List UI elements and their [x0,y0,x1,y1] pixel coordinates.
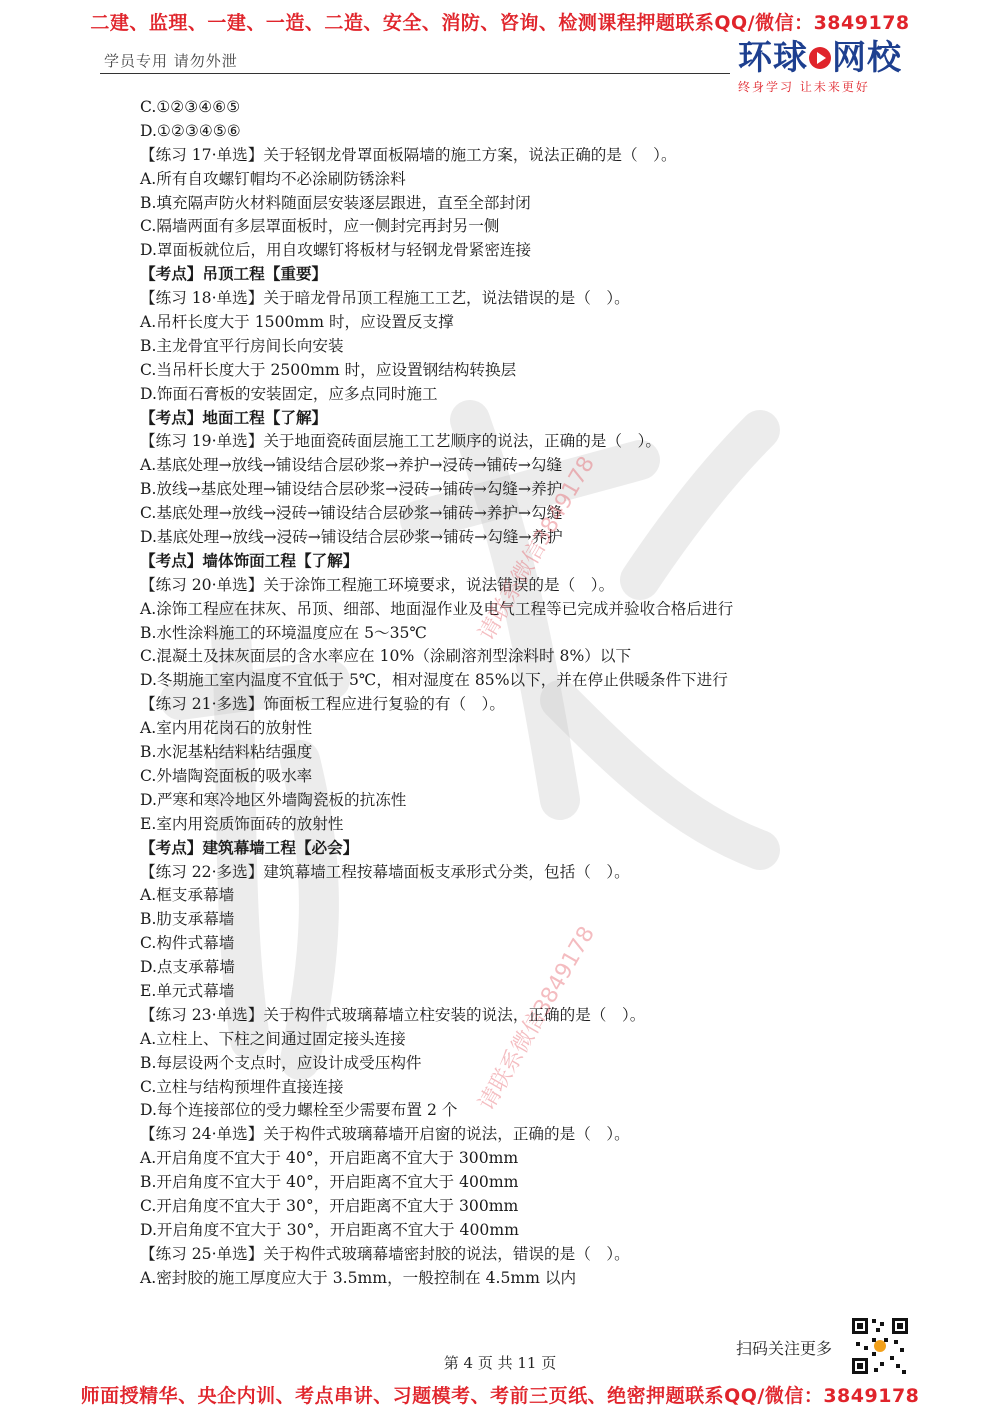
logo-slogan: 终身学习 让未来更好 [738,80,870,94]
text-line: C.外墙陶瓷面板的吸水率 [140,766,313,785]
text-line: C.①②③④⑥⑤ [140,98,241,116]
contact-watermark: 请联系微信3849178 [474,922,600,1115]
text-line: A.室内用花岗石的放射性 [140,719,313,738]
text-line: C.隔墙两面有多层罩面板时，应一侧封完再封另一侧 [140,217,500,236]
text-line: C.构件式幕墙 [140,934,235,953]
text-line: 【练习 22·多选】建筑幕墙工程按幕墙面板支承形式分类，包括（ ）。 [140,862,630,881]
text-line: 【练习 17·单选】关于轻钢龙骨罩面板隔墙的施工方案，说法正确的是（ ）。 [140,145,677,164]
text-line: 【练习 19·单选】关于地面瓷砖面层施工工艺顺序的说法，正确的是（ ）。 [140,432,661,451]
text-line: A.吊杆长度大于 1500mm 时，应设置反支撑 [140,313,454,332]
scan-prompt: 扫码关注更多 [736,1339,833,1358]
contact-watermark: 请联系微信3849178 [474,452,600,645]
text-line: 【练习 25·单选】关于构件式玻璃幕墙密封胶的说法，错误的是（ ）。 [140,1244,630,1263]
logo-name-part2: 网校 [832,38,902,78]
text-line: D.①②③④⑤⑥ [140,121,241,140]
text-line: B.主龙骨宜平行房间长向安装 [140,336,344,355]
text-line: E.单元式幕墙 [140,981,235,1000]
text-line: B.填充隔声防火材料随面层安装逐层跟进，直至全部封闭 [140,193,531,212]
text-line: D.严寒和寒冷地区外墙陶瓷板的抗冻性 [140,790,407,809]
text-line: 【练习 21·多选】饰面板工程应进行复验的有（ ）。 [140,695,506,714]
text-line: D.罩面板就位后，用自攻螺钉将板材与轻钢龙骨紧密连接 [140,241,532,260]
page-number: 第 4 页 共 11 页 [443,1354,557,1372]
text-line: D.每个连接部位的受力螺栓至少需要布置 2 个 [140,1101,458,1120]
text-line: B.肋支承幕墙 [140,910,235,929]
brand-logo [738,38,918,98]
text-line: D.点支承幕墙 [140,958,235,977]
play-icon [809,47,831,69]
section-heading: 【考点】吊顶工程【重要】 [140,265,328,284]
text-line: C.基底处理→放线→浸砖→铺设结合层砂浆→铺砖→养护→勾缝 [140,504,563,523]
text-line: D.开启角度不宜大于 30°，开启距离不宜大于 400mm [140,1220,519,1239]
logo-name-part1: 环球 [738,38,808,78]
text-line: D.基底处理→放线→浸砖→铺设结合层砂浆→铺砖→勾缝→养护 [140,528,563,547]
section-heading: 【考点】墙体饰面工程【了解】 [140,551,359,570]
text-line: C.当吊杆长度大于 2500mm 时，应设置钢结构转换层 [140,360,517,379]
section-heading: 【考点】建筑幕墙工程【必会】 [140,838,359,857]
text-line: C.开启角度不宜大于 30°，开启距离不宜大于 300mm [140,1196,519,1215]
section-heading: 【考点】地面工程【了解】 [140,408,328,427]
text-line: 【练习 24·单选】关于构件式玻璃幕墙开启窗的说法，正确的是（ ）。 [140,1125,630,1144]
text-line: A.基底处理→放线→铺设结合层砂浆→养护→浸砖→铺砖→勾缝 [140,456,563,475]
text-line: C.混凝土及抹灰面层的含水率应在 10%（涂刷溶剂型涂料时 8%）以下 [140,647,632,666]
text-line: B.放线→基底处理→铺设结合层砂浆→浸砖→铺砖→勾缝→养护 [140,480,563,499]
text-line: E.室内用瓷质饰面砖的放射性 [140,814,344,833]
bottom-contact-banner: 师面授精华、央企内训、考点串讲、习题模考、考前三页纸、绝密押题联系QQ/微信：3849178 [80,1385,920,1407]
top-contact-banner: 二建、监理、一建、一造、二造、安全、消防、咨询、检测课程押题联系QQ/微信：3849178 [90,12,910,34]
text-line: B.每层设两个支点时，应设计成受压构件 [140,1053,422,1072]
text-line: B.水性涂料施工的环境温度应在 5～35℃ [140,623,427,642]
text-line: 【练习 18·单选】关于暗龙骨吊顶工程施工工艺，说法错误的是（ ）。 [140,289,630,308]
text-line: A.涂饰工程应在抹灰、吊顶、细部、地面湿作业及电气工程等已完成并验收合格后进行 [140,599,734,618]
header-notice: 学员专用 请勿外泄 [104,52,238,70]
text-line: A.密封胶的施工厚度应大于 3.5mm，一般控制在 4.5mm 以内 [140,1268,577,1287]
text-line: A.立柱上、下柱之间通过固定接头连接 [140,1029,406,1048]
text-line: 【练习 20·单选】关于涂饰工程施工环境要求，说法错误的是（ ）。 [140,575,615,594]
text-line: B.开启角度不宜大于 40°，开启距离不宜大于 400mm [140,1173,519,1192]
text-line: D.饰面石膏板的安装固定，应多点同时施工 [140,384,438,403]
header-divider [100,73,730,74]
text-line: A.框支承幕墙 [140,886,235,905]
text-line: 【练习 23·单选】关于构件式玻璃幕墙立柱安装的说法，正确的是（ ）。 [140,1005,646,1024]
text-line: B.水泥基粘结料粘结强度 [140,743,313,762]
text-line: C.立柱与结构预埋件直接连接 [140,1077,344,1096]
text-line: D.冬期施工室内温度不宜低于 5℃，相对湿度在 85%以下，并在停止供暖条件下进行 [140,671,728,690]
text-line: A.所有自攻螺钉帽均不必涂刷防锈涂料 [140,169,406,188]
document-body [140,96,880,1291]
text-line: A.开启角度不宜大于 40°，开启距离不宜大于 300mm [140,1149,519,1168]
